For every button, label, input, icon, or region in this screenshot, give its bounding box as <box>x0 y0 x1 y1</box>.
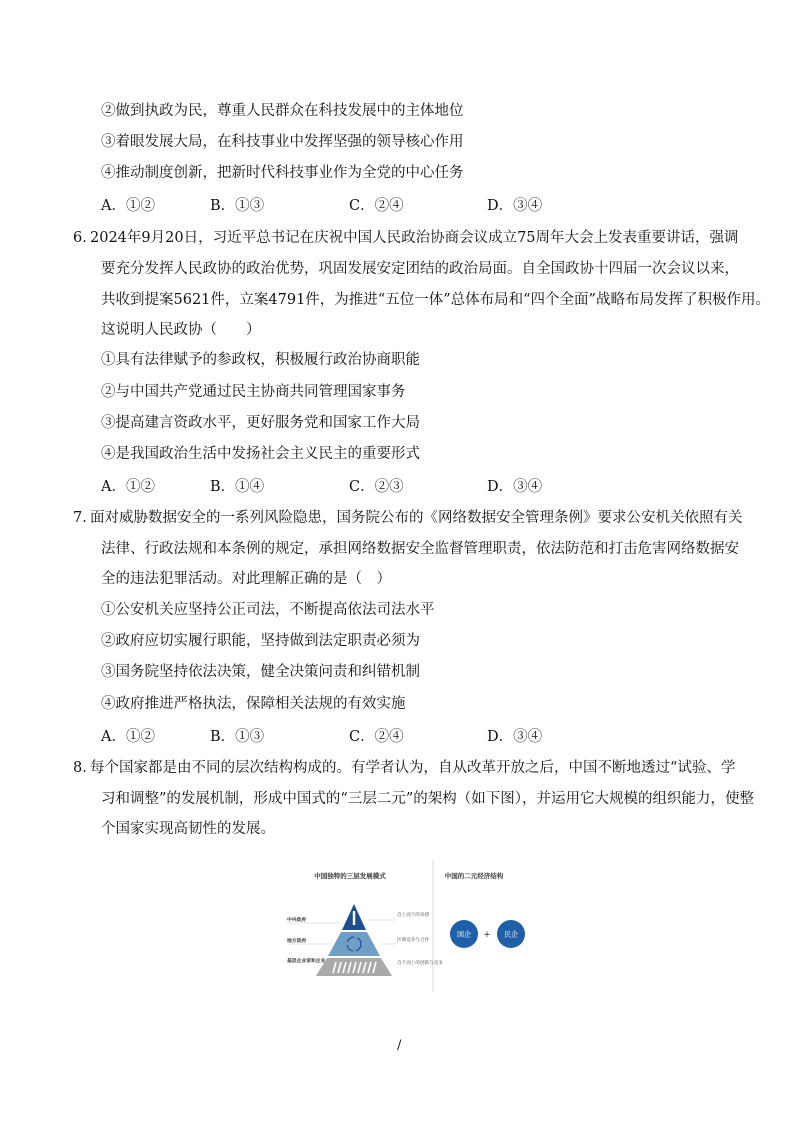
q8-number: 8． <box>73 760 97 776</box>
layer-label-grassroots: 基层企业家和企业 <box>287 959 326 964</box>
q5-option-d[interactable]: D．③④ <box>487 198 543 214</box>
q7-item-3: ③国务院坚持依法决策，健全决策问责和纠错机制 <box>101 664 420 680</box>
figure-right-title: 中国的二元经济结构 <box>444 872 504 880</box>
q6-stem-line-3: 共收到提案5621件，立案4791件，为推进“五位一体”总体布局和“四个全面”战略布局发挥了积极作用。 <box>101 292 770 308</box>
q5-option-c[interactable]: C．②④ <box>349 198 404 214</box>
q6-option-a[interactable]: A．①② <box>101 479 155 495</box>
q6-option-b[interactable]: B．①④ <box>210 479 265 495</box>
desc-bottom-up: 自下而上的创新与竞争 <box>397 961 443 966</box>
plus-sign: + <box>483 930 491 940</box>
q6-stem-line-2: 要充分发挥人民政协的政治优势，巩固发展安定团结的政治局面。自全国政协十四届一次会议以来， <box>101 261 739 277</box>
page-marker: / <box>397 1038 402 1053</box>
q5-option-a[interactable]: A．①② <box>101 198 155 214</box>
q6-item-2: ②与中国共产党通过民主协商共同管理国家事务 <box>101 384 406 400</box>
desc-regional: 区域竞争与合作 <box>397 938 430 943</box>
layer-label-central: 中央政府 <box>287 918 307 923</box>
q6-number: 6． <box>73 230 97 246</box>
private-enterprise-label: 民企 <box>504 930 518 939</box>
q5-option-b[interactable]: B．①③ <box>210 198 265 214</box>
desc-top-down: 自上而下的举措 <box>397 913 430 918</box>
q6-item-1: ①具有法律赋予的参政权，积极履行政治协商职能 <box>101 352 420 368</box>
q7-number: 7． <box>73 510 97 526</box>
q7-stem-line-3: 全的违法犯罪活动。对此理解正确的是（ ） <box>101 571 391 587</box>
q7-stem-line-2: 法律、行政法规和本条例的规定，承担网络数据安全监督管理职责，依法防范和打击危害网络数据安 <box>101 541 739 557</box>
q7-option-b[interactable]: B．①③ <box>210 729 265 745</box>
q8-stem-line-2: 习和调整”的发展机制，形成中国式的“三层二元”的架构（如下图），并运用它大规模的组织能力，使整 <box>101 791 754 807</box>
q7-option-a[interactable]: A．①② <box>101 729 155 745</box>
q6-item-3: ③提高建言资政水平，更好服务党和国家工作大局 <box>101 415 420 431</box>
three-layer-dual-structure-figure <box>282 858 552 996</box>
q5-item-4: ④推动制度创新，把新时代科技事业作为全党的中心任务 <box>101 165 464 181</box>
q7-item-1: ①公安机关应坚持公正司法，不断提高依法司法水平 <box>101 602 435 618</box>
figure-left-title: 中国独特的三层发展模式 <box>314 872 386 880</box>
state-enterprise-label: 国企 <box>457 930 471 939</box>
top-tier-arrow-icon <box>353 911 355 925</box>
q6-stem-line-4: 这说明人民政协（ ） <box>101 322 261 338</box>
q6-stem-line-1: 2024年9月20日，习近平总书记在庆祝中国人民政治协商会议成立75周年大会上发表重要讲话，强调 <box>90 230 739 246</box>
q8-stem-line-1: 每个国家都是由不同的层次结构构成的。有学者认为，自从改革开放之后，中国不断地透过“试验、学 <box>90 760 736 776</box>
q7-option-d[interactable]: D．③④ <box>487 729 543 745</box>
q7-item-4: ④政府推进严格执法，保障相关法规的有效实施 <box>101 696 406 712</box>
q6-option-d[interactable]: D．③④ <box>487 479 543 495</box>
q7-stem-line-1: 面对威胁数据安全的一系列风险隐患，国务院公布的《网络数据安全管理条例》要求公安机关依照有关 <box>90 510 743 526</box>
q7-option-c[interactable]: C．②④ <box>349 729 404 745</box>
q5-item-2: ②做到执政为民，尊重人民群众在科技发展中的主体地位 <box>101 103 464 119</box>
pyramid-middle-tier <box>328 932 380 956</box>
q6-item-4: ④是我国政治生活中发扬社会主义民主的重要形式 <box>101 446 420 462</box>
q5-item-3: ③着眼发展大局，在科技事业中发挥坚强的领导核心作用 <box>101 134 464 150</box>
q7-item-2: ②政府应切实履行职能，坚持做到法定职责必须为 <box>101 633 420 649</box>
layer-label-local: 地方政府 <box>287 939 307 944</box>
q8-stem-line-3: 个国家实现高韧性的发展。 <box>101 821 275 837</box>
q6-option-c[interactable]: C．②③ <box>349 479 404 495</box>
